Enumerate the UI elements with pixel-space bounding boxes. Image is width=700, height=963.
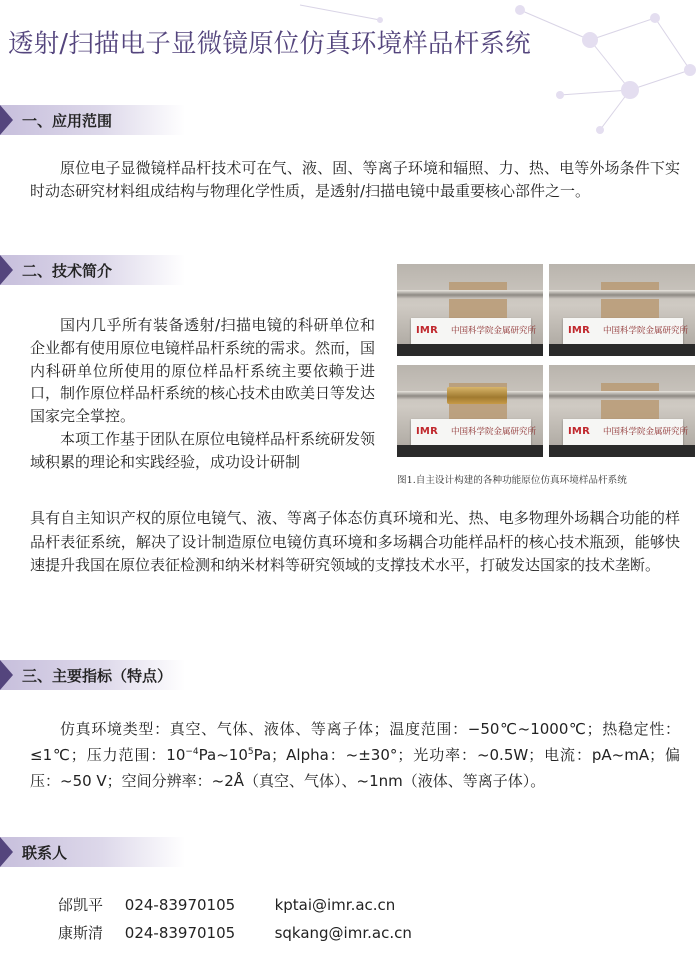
figure-caption: 图1.自主设计构建的各种功能原位仿真环境样品杆系统 [397,475,627,486]
imr-logo: IMR [568,325,590,336]
imr-logo: IMR [416,325,438,336]
contact-row [58,894,395,915]
institute-card [411,318,537,344]
heading-marker [0,660,13,690]
contact-phone: 024-83970105 [124,924,236,942]
paragraph [30,716,680,794]
imr-logo: IMR [416,426,438,437]
contact-name: 邰凯平 [58,896,104,914]
technology-text-full [30,507,680,578]
card-text: 中国科学院金属研究所 [603,326,689,336]
paragraph: 国内几乎所有装备透射/扫描电镜的科研单位和企业都有使用原位电镜样品杆系统的需求。然而，国内科研单位所使用的原位样品杆系统主要依赖于进口，制作原位样品杆系统的核心技术由欧美日等发达国家完全掌控。 [30,316,376,426]
page-title: 透射/扫描电子显微镜原位仿真环境样品杆系统 [8,29,531,59]
card-text: 中国科学院金属研究所 [603,427,689,437]
specs-part: Pa~10 [198,746,248,764]
section-heading-label: 三、主要指标（特点） [22,667,173,685]
section-heading-technology [0,255,185,285]
contact-name: 康斯清 [58,924,104,942]
heading-marker [0,837,13,867]
paragraph: 原位电子显微镜样品杆技术可在气、液、固、等离子环境和辐照、力、热、电等外场条件下实时动态研究材料组成结构与物理化学性质，是透射/扫描电镜中最重要核心部件之一。 [30,159,680,200]
section-heading-specs [0,660,185,690]
specs-text [30,716,680,794]
sample-holder-photo [549,365,695,457]
superscript: 5 [247,747,254,757]
sample-holder-photo [549,264,695,356]
specs-part: Pa；Alpha：~±30°；光功率：~0.5W；电流：pA~mA；偏压：~50 V；空间分辨率：~2Å（真空、气体）、~1nm（液体、等离子体）。 [30,746,681,790]
heading-marker [0,105,13,135]
section-heading-label: 联系人 [22,844,68,862]
section-heading-label: 二、技术简介 [22,262,113,280]
sample-holder-photo [397,365,543,457]
figure-photos [397,264,695,460]
application-text [30,157,680,202]
sample-holder-photo [397,264,543,356]
paragraph: 具有自主知识产权的原位电镜气、液、等离子体态仿真环境和光、热、电多物理外场耦合功能的样品杆表征系统，解决了设计制造原位电镜仿真环境和多场耦合功能样品杆的核心技术瓶颈，能够快速提升我国在原位表征检测和纳米材料等研究领域的支撑技术水平，打破发达国家的技术垄断。 [30,509,680,574]
superscript: −4 [185,747,199,757]
institute-card [563,318,689,344]
card-text: 中国科学院金属研究所 [451,326,537,336]
specs-part: 仿真环境类型：真空、气体、液体、等离子体；温度范围：−50℃~1000℃；热稳定性：≤1℃；压力范围：10 [30,720,680,764]
paragraph: 本项工作基于团队在原位电镜样品杆系统研发领域积累的理论和实践经验，成功设计研制 [30,429,376,471]
institute-card [563,419,689,445]
card-text: 中国科学院金属研究所 [451,427,537,437]
contact-email[interactable]: sqkang@imr.ac.cn [274,924,412,942]
section-heading-application [0,105,185,135]
institute-card [411,419,537,445]
heading-marker [0,255,13,285]
contact-phone: 024-83970105 [124,896,236,914]
section-heading-contacts [0,837,185,867]
contact-email[interactable]: kptai@imr.ac.cn [274,896,396,914]
technology-text-side [30,314,375,474]
contact-row [58,922,412,943]
imr-logo: IMR [568,426,590,437]
section-heading-label: 一、应用范围 [22,112,113,130]
